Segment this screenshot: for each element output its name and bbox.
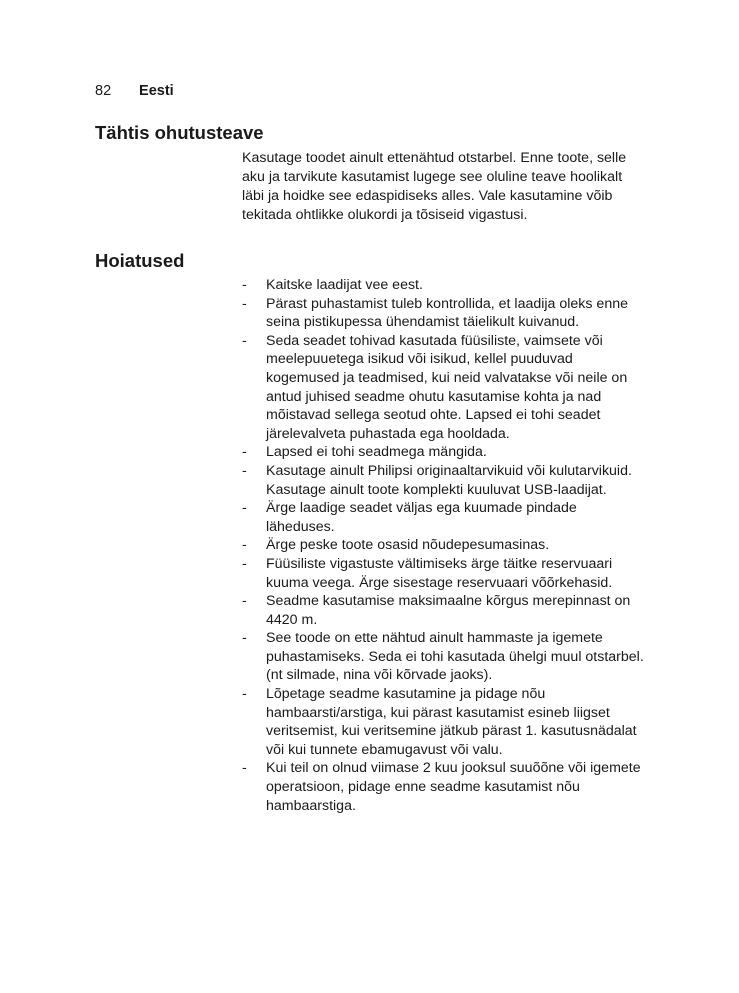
warning-item: - Kui teil on olnud viimase 2 kuu jooksul suuõõne või igemete operatsioon, pidage enne seadme kasutamist nõu hambaarstiga. <box>242 759 647 815</box>
warning-item: - Seda seadet tohivad kasutada füüsiliste, vaimsete või meelepuuetega isikud või isikud, kellel puuduvad kogemused ja teadmised, kui neid valvatakse või neile on antud juhised seadme ohutu kasutamise kohta ja nad mõistavad sellega seotud ohte. Lapsed ei tohi seadet järelevalveta puhastada ega hooldada. <box>242 332 647 444</box>
warning-item: - Lõpetage seadme kasutamine ja pidage nõu hambaarsti/arstiga, kui pärast kasutamist esineb liigset veritsemist, kui veritsemine jätkub pärast 1. kasutusnädalat või kui tunnete ebamugavust või valu. <box>242 685 647 759</box>
warning-item: - Kaitske laadijat vee eest. <box>242 276 647 295</box>
page-header <box>95 82 174 100</box>
warning-item: - Lapsed ei tohi seadmega mängida. <box>242 443 647 462</box>
warnings-list <box>242 276 647 815</box>
warning-item: - Seadme kasutamise maksimaalne kõrgus merepinnast on 4420 m. <box>242 592 647 629</box>
warning-item: - Ärge peske toote osasid nõudepesumasinas. <box>242 536 647 555</box>
page-number: 82 <box>95 83 112 99</box>
warning-item: - Kasutage ainult Philipsi originaaltarvikuid või kulutarvikuid. Kasutage ainult toote komplekti kuuluvat USB-laadijat. <box>242 462 647 499</box>
warning-item: - Ärge laadige seadet väljas ega kuumade pindade läheduses. <box>242 499 647 536</box>
warning-item: - Füüsiliste vigastuste vältimiseks ärge täitke reservuaari kuuma veega. Ärge sisestage reservuaari võõrkehasid. <box>242 555 647 592</box>
safety-intro-paragraph: Kasutage toodet ainult ettenähtud otstarbel. Enne toote, selle aku ja tarvikute kasutamist lugege see oluline teave hoolikalt läbi ja hoidke see edaspidiseks alles. Vale kasutamine võib tekitada ohtlikke olukordi ja tõsiseid vigastusi. <box>242 150 627 223</box>
warning-item: - See toode on ette nähtud ainult hammaste ja igemete puhastamiseks. Seda ei tohi kasutada ühelgi muul otstarbel. (nt silmade, nina või kõrvade jaoks). <box>242 629 647 685</box>
warnings-section-title: Hoiatused <box>95 250 185 271</box>
warning-item: - Pärast puhastamist tuleb kontrollida, et laadija oleks enne seina pistikupessa ühendamist täielikult kuivanud. <box>242 295 647 332</box>
page-language-label: Eesti <box>139 83 174 99</box>
safety-section-title: Tähtis ohutusteave <box>95 122 264 143</box>
